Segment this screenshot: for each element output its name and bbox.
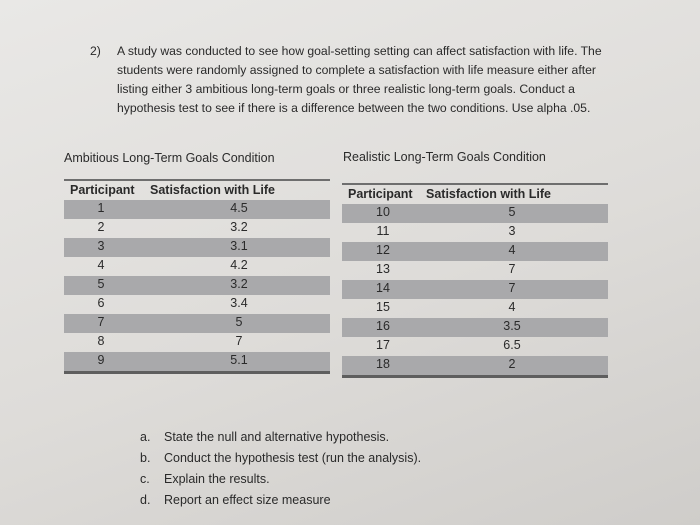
table-row	[342, 261, 608, 280]
satisfaction-cell: 5	[235, 315, 243, 329]
satisfaction-cell: 7	[508, 262, 516, 276]
satisfaction-cell: 4	[508, 243, 516, 257]
satisfaction-cell: 7	[235, 334, 243, 348]
satisfaction-cell: 3.2	[230, 220, 248, 234]
table-row	[64, 238, 330, 257]
satisfaction-cell: 3.4	[230, 296, 248, 310]
table-row	[64, 257, 330, 276]
table-header	[342, 185, 608, 204]
table-body	[64, 200, 330, 371]
table-row	[64, 295, 330, 314]
participant-cell: 2	[97, 220, 105, 234]
subquestion-letter: d.	[140, 493, 151, 507]
participant-cell: 8	[97, 334, 105, 348]
table-row	[64, 200, 330, 219]
question-text: A study was conducted to see how goal-setting setting can affect satisfaction with life. The students were randomly assigned to complete a satisfaction with life measure either after listing either 3 ambitious long-term goals or three realistic long-term goals. Conduct a hypothesis test to see if there is a difference between the two conditions. Use alpha .05.	[117, 44, 602, 115]
satisfaction-cell: 4.5	[230, 201, 248, 215]
participant-cell: 17	[376, 338, 390, 352]
subquestion-text: State the null and alternative hypothesis.	[164, 430, 390, 444]
table-row	[64, 352, 330, 371]
table-row	[342, 318, 608, 337]
table-row	[342, 280, 608, 299]
participant-cell: 15	[376, 300, 390, 314]
satisfaction-cell: 3.5	[503, 319, 521, 333]
satisfaction-cell: 3.1	[230, 239, 248, 253]
table-row	[64, 333, 330, 352]
participant-cell: 4	[97, 258, 105, 272]
table-header	[64, 181, 330, 200]
satisfaction-cell: 5.1	[230, 353, 248, 367]
participant-cell: 10	[376, 205, 390, 219]
participant-cell: 12	[376, 243, 390, 257]
ambitious-condition-title: Ambitious Long-Term Goals Condition	[64, 151, 275, 165]
participant-cell: 18	[376, 357, 390, 371]
table-row	[342, 299, 608, 318]
satisfaction-cell: 6.5	[503, 338, 521, 352]
table-bottom-rule	[342, 375, 608, 378]
participant-cell: 16	[376, 319, 390, 333]
participant-cell: 3	[97, 239, 105, 253]
table-row	[342, 356, 608, 375]
participant-cell: 11	[376, 224, 390, 238]
table-row	[342, 337, 608, 356]
table-row	[342, 204, 608, 223]
participant-cell: 9	[97, 353, 105, 367]
subquestion-text: Explain the results.	[164, 472, 270, 486]
satisfaction-header: Satisfaction with Life	[150, 183, 276, 197]
participant-cell: 5	[97, 277, 105, 291]
satisfaction-cell: 7	[508, 281, 516, 295]
participant-cell: 6	[97, 296, 105, 310]
subquestion-letter: c.	[140, 472, 150, 486]
participant-cell: 13	[376, 262, 390, 276]
subquestion-text: Conduct the hypothesis test (run the analysis).	[164, 451, 422, 465]
subquestion-letter: a.	[140, 430, 151, 444]
table-row	[342, 242, 608, 261]
satisfaction-cell: 3.2	[230, 277, 248, 291]
satisfaction-cell: 5	[508, 205, 516, 219]
participant-header: Participant	[348, 187, 413, 201]
subquestion-letter: b.	[140, 451, 151, 465]
table-row	[342, 223, 608, 242]
table-row	[64, 276, 330, 295]
table-row	[64, 314, 330, 333]
subquestion-text: Report an effect size measure	[164, 493, 331, 507]
table-body	[342, 204, 608, 375]
table-bottom-rule	[64, 371, 330, 374]
satisfaction-cell: 4.2	[230, 258, 248, 272]
ambitious-condition-table	[64, 179, 330, 374]
table-row	[64, 219, 330, 238]
participant-header: Participant	[70, 183, 135, 197]
satisfaction-cell: 4	[508, 300, 516, 314]
realistic-condition-title: Realistic Long-Term Goals Condition	[343, 150, 546, 164]
participant-cell: 14	[376, 281, 390, 295]
satisfaction-header: Satisfaction with Life	[426, 187, 552, 201]
question-number: 2)	[90, 44, 101, 58]
realistic-condition-table	[342, 183, 608, 378]
satisfaction-cell: 2	[508, 357, 516, 371]
participant-cell: 1	[97, 201, 105, 215]
participant-cell: 7	[97, 315, 105, 329]
satisfaction-cell: 3	[508, 224, 516, 238]
